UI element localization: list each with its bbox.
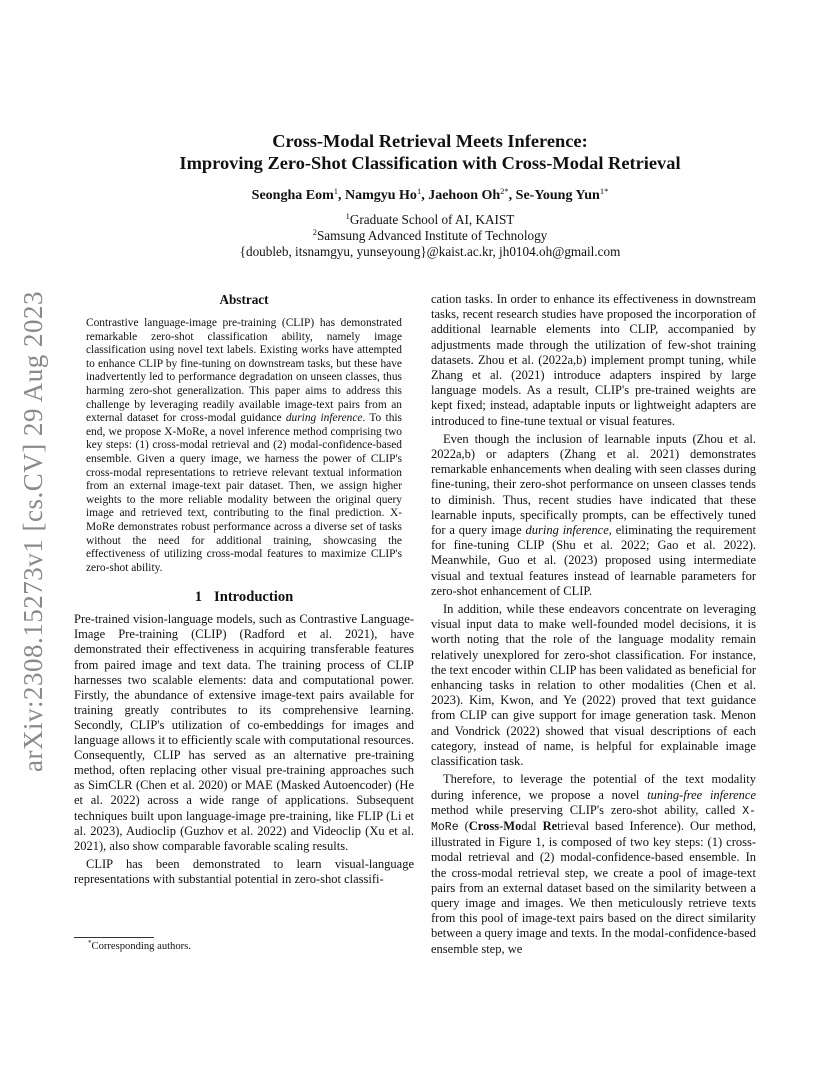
- right-column: [431, 292, 756, 957]
- intro-paragraph-3: Even though the inclusion of learnable inputs (Zhou et al. 2022a,b) or adapters (Zhang et al. 2021) demonstrates remarkable enhancements when dealing with seen classes during fine-tuning, their zero-shot performance on unseen classes tends to diminish. Thus, recent studies have indicated that these learnable inputs, specifically prompts, can be effectively tuned for a query image during inference, eliminating the requirement for fine-tuning CLIP (Shu et al. 2022; Gao et al. 2022). Meanwhile, Guo et al. (2023) proposed using intermediate visual and textual features instead of learnable parameters for zero-shot enhancement of CLIP.: [431, 431, 756, 598]
- abstract-heading: Abstract: [219, 292, 269, 307]
- intro-paragraph-5: Therefore, to leverage the potential of the text modality during inference, we propose a novel tuning-free inference method while preserving CLIP's zero-shot ability, called X-MoRe (Cross-Modal Retrieval based Inference). Our method, illustrated in Figure 1, is composed of two key steps: (1) cross-modal retrieval and (2) modal-confidence-based ensemble. In the cross-modal retrieval step, we create a pool of image-text pairs from an external dataset based on the similarity between a query image and images. We then meticulously retrieve texts from this pool of image-text pairs based on the direct similarity between a query image and texts. In the modal-confidence-based ensemble step, we: [431, 772, 756, 956]
- author: Se-Young Yun$^{1*}$: [515, 186, 609, 203]
- intro-paragraph-2-continued: cation tasks. In order to enhance its effectiveness in downstream tasks, recent research studies have proposed the incorporation of additional learnable elements into CLIP, accompanied by adjustments made through the utilization of few-shot training datasets. Zhou et al. (2022a,b) implement prompt tuning, while Zhang et al. (2021) introduce adapters inspired by large language models. As a result, CLIP's pre-trained weights are kept fixed; instead, adaptable inputs or lightweight adapters are introduced to fine-tune textual or visual features.: [431, 292, 756, 428]
- author: Seongha Eom$^1$,: [251, 186, 345, 203]
- intro-paragraph-2-start: CLIP has been demonstrated to learn visual-language representations with substantial potential in zero-shot classifi-: [74, 856, 414, 886]
- footnote-rule: [74, 937, 154, 938]
- affiliation: $^2$Samsung Advanced Institute of Technology: [312, 227, 548, 243]
- section-heading-introduction: 1 Introduction: [194, 589, 294, 606]
- intro-paragraph-4: In addition, while these endeavors concentrate on leveraging visual input data to make well-founded model decisions, it is worth noting that the role of the language modality remain relatively unexplored for zero-shot classification. For instance, the text encoder within CLIP has been validated as beneficial for enhancing tasks in relation to other modalities (Chen et al. 2023). Kim, Kwon, and Ye (2022) proved that text guidance from CLIP can give support for image generation task. Menon and Vondrick (2022) showed that visual descriptions of each category, instead of name, is helpful for explainable image classification task.: [431, 602, 756, 769]
- title-line-2: Improving Zero-Shot Classification with Cross-Modal Retrieval: [179, 153, 681, 173]
- left-column: [74, 292, 414, 887]
- footnote: *Corresponding authors.: [88, 939, 191, 952]
- title-line-1: Cross-Modal Retrieval Meets Inference:: [272, 131, 588, 151]
- affiliation: $^1$Graduate School of AI, KAIST: [345, 211, 515, 227]
- affiliations: [100, 212, 760, 260]
- abstract-text: Contrastive language-image pre-training (CLIP) has demonstrated remarkable zero-shot classification ability, namely image classification using novel text labels. Existing works have attempted to enhance CLIP by fine-tuning on downstream tasks, but these have inadvertently led to performance degradation on unseen classes, thus harming zero-shot generalization. This paper aims to address this challenge by leveraging readily available image-text pairs from an external dataset for cross-modal guidance during inference. To this end, we propose X-MoRe, a novel inference method comprising two key steps: (1) cross-modal retrieval and (2) modal-confidence-based ensemble. Given a query image, we harness the power of CLIP's cross-modal representations to retrieve relevant textual information from an external image-text pair dataset. Then, we assign higher weights to the more reliable modality between the original query image and retrieved text, contributing to the final prediction. X-MoRe demonstrates robust performance across a diverse set of tasks without the need for additional training, showcasing the effectiveness of utilizing cross-modal features to maximize CLIP's zero-shot ability.: [86, 317, 402, 574]
- arxiv-identifier: arXiv:2308.15273v1 [cs.CV] 29 Aug 2023: [18, 291, 48, 773]
- method-name-code: X-MoRe: [431, 804, 756, 834]
- intro-paragraph-1: Pre-trained vision-language models, such as Contrastive Language-Image Pre-training (CLIP) (Radford et al. 2021), have demonstrated their effectiveness in acquiring transferable features from paired image and text data. The training process of CLIP harnesses two scalable elements: data and computational power. Firstly, the abundance of extensive image-text pairs available for training greatly contributes to its comprehensive learning. Secondly, CLIP's utilization of co-embeddings for images and language allows it to efficiently scale with computational resources. Consequently, CLIP has served as an alternative pre-training method, often replacing other visual pre-training approaches such as SimCLR (Chen et al. 2020) or MAE (Masked Autoencoder) (He et al. 2022) across a wide range of applications. Subsequent techniques built upon language-image pre-training, like FLIP (Li et al. 2023), Audioclip (Guzhov et al. 2022) and Videoclip (Xu et al. 2021), also show comparable favorable scaling results.: [74, 612, 414, 853]
- paper-title: [100, 130, 760, 174]
- author-emails: {doubleb, itsnamgyu, yunseyoung}@kaist.ac.kr, jh0104.oh@gmail.com: [239, 244, 621, 259]
- author: Jaehoon $Oh^{2*}$,: [428, 186, 516, 203]
- author: Namgyu Ho$^1$,: [344, 186, 429, 203]
- author-list: [100, 188, 760, 204]
